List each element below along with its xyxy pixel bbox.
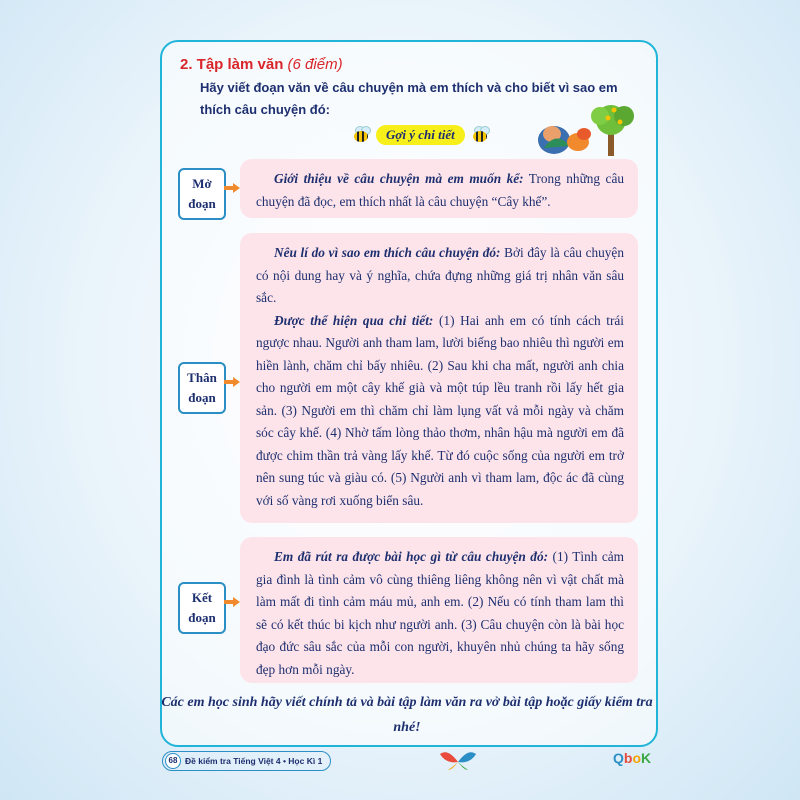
page-number: 68 <box>165 753 181 769</box>
bee-icon <box>350 126 372 144</box>
prompt-text: Hãy viết đoạn văn về câu chuyện mà em thích và cho biết vì sao em thích câu chuyện đó: <box>200 80 618 117</box>
part-box-conclusion <box>240 537 638 683</box>
section-title: 2. Tập làm văn <box>180 56 284 73</box>
arrow-right-icon <box>224 183 240 193</box>
part-text: Bởi đây là câu chuyện có nội dung hay và ý nghĩa, chứa đựng những giá trị nhân văn sâu sắc. <box>256 245 624 305</box>
part-lead: Nêu lí do vì sao em thích câu chuyện đó: <box>274 245 501 260</box>
part-lead: Em đã rút ra được bài học gì từ câu chuyện đó: <box>274 549 549 564</box>
part-text: Trong những câu chuyện đã đọc, em thích nhất là câu chuyện “Cây khế”. <box>256 171 624 209</box>
part-label-body: Thân đoạn <box>178 362 226 414</box>
footer-book-info <box>162 751 331 771</box>
section-points: (6 điểm) <box>287 56 343 73</box>
publisher-logo-icon <box>440 748 476 772</box>
part-text: (1) Tình cảm gia đình là tình cảm vô cùng thiêng liêng không nên vì vật chất mà làm mất đi tình cảm máu mủ, anh em. (2) Nếu có tính tham lam thì sẽ có kết thúc bi kịch như người anh. (3) Câu chuyện còn là bài học đạo đức sâu sắc của mỗi con người, khuyên nhủ chúng ta hãy sống đẹp hơn mỗi ngày. <box>256 549 624 677</box>
brand-letter: K <box>641 750 652 766</box>
part-lead: Giới thiệu về câu chuyện mà em muốn kể: <box>274 171 524 186</box>
brand-letter: o <box>632 750 642 766</box>
part-lead: Được thể hiện qua chi tiết: <box>274 312 434 328</box>
section-heading <box>180 56 343 73</box>
hint-banner <box>350 122 491 148</box>
part-text: (1) Hai anh em có tính cách trái ngược nhau. Người anh tham lam, lười biếng bao nhiêu thì người em hiền lành, chăm chỉ bấy nhiêu. (2) Sau khi cha mất, người anh chia cho người em một cây khế già và một túp lều tranh rồi lấy hết gia sản. (3) Người em thì chăm chỉ làm lụng vất vả mỗi ngày và chăm sóc cây khế. (4) Nhờ tấm lòng thảo thơm, nhân hậu mà người em đã được chim thần trả vàng lấy khế. Từ đó cuộc sống của người em trở nên sung túc và giàu có. (5) Người anh vì tham lam, độc ác đã cùng với số vàng rơi xuống biển sâu. <box>256 312 624 508</box>
part-box-intro <box>240 159 638 218</box>
hint-label: Gợi ý chi tiết <box>376 125 465 145</box>
brand-letter: b <box>623 750 633 766</box>
arrow-right-icon <box>224 597 240 607</box>
brand-letter: Q <box>613 750 624 766</box>
book-title: Đề kiểm tra Tiếng Việt 4 • Học Kì 1 <box>185 756 323 766</box>
story-illustration <box>536 100 640 158</box>
brand-logo <box>613 750 651 766</box>
arrow-right-icon <box>224 377 240 387</box>
part-box-body <box>240 233 638 523</box>
part-label-conclusion: Kết đoạn <box>178 582 226 634</box>
closing-note: Các em học sinh hãy viết chính tả và bài tập làm văn ra vở bài tập hoặc giấy kiểm tra nhé! <box>161 695 653 735</box>
part-label-intro: Mở đoạn <box>178 168 226 220</box>
bee-icon <box>469 126 491 144</box>
